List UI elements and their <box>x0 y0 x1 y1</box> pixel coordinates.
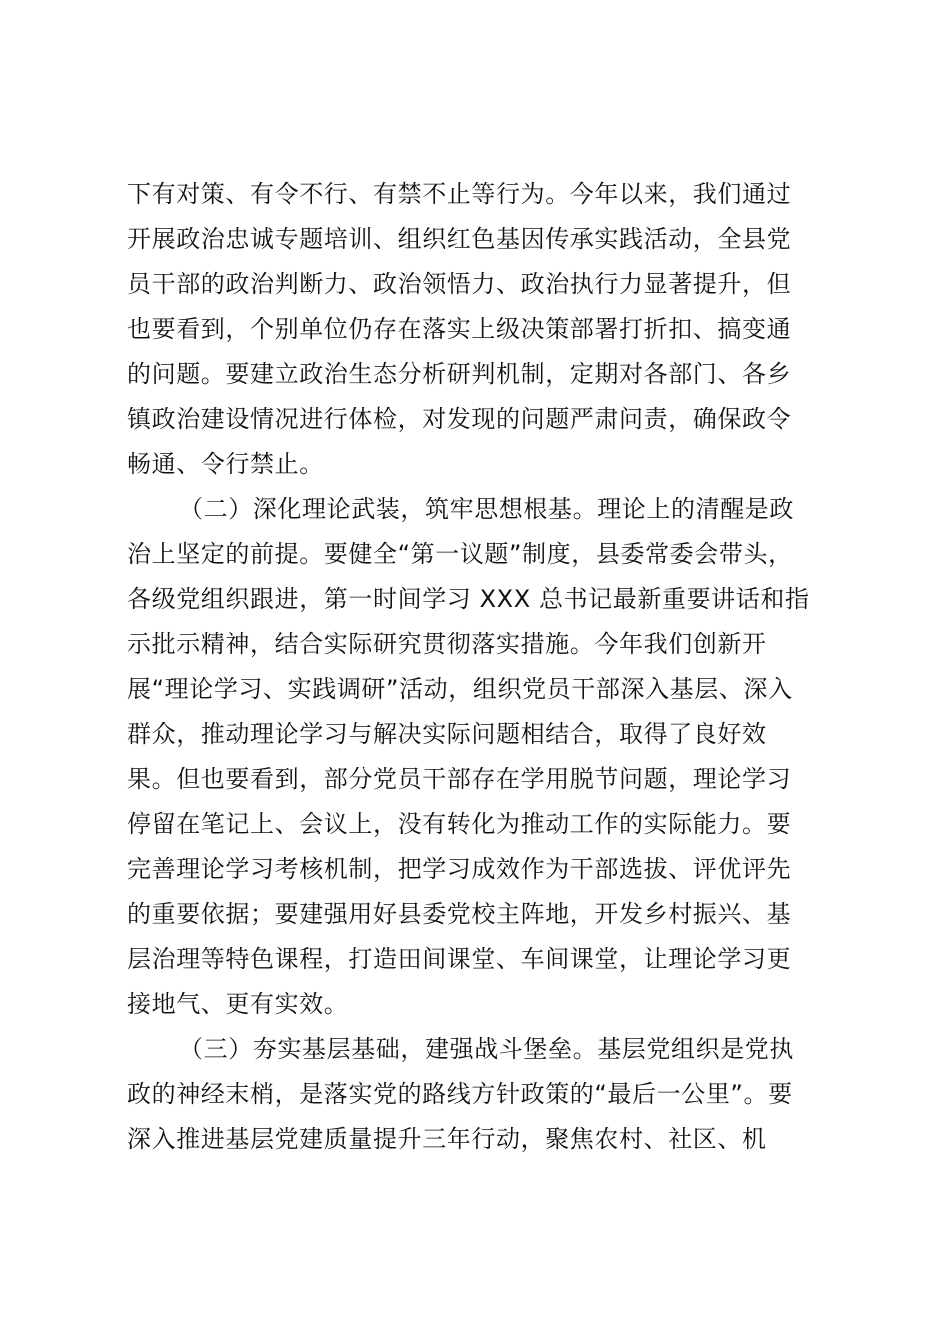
text-line: 接地气、更有实效。 <box>127 990 349 1018</box>
text-line: 果。但也要看到，部分党员干部存在学用脱节问题，理论学习 <box>127 765 792 793</box>
text-line: 示批示精神，结合实际研究贯彻落实措施。今年我们创新开 <box>127 630 767 658</box>
text-line: 的问题。要建立政治生态分析研判机制，定期对各部门、各乡 <box>127 360 792 388</box>
text-line: 员干部的政治判断力、政治领悟力、政治执行力显著提升，但 <box>127 270 792 298</box>
text-line: 群众，推动理论学习与解决实际问题相结合，取得了良好效 <box>127 720 767 748</box>
text-line: 展“理论学习、实践调研”活动，组织党员干部深入基层、深入 <box>127 675 793 703</box>
text-line: 开展政治忠诚专题培训、组织红色基因传承实践活动，全县党 <box>127 225 792 253</box>
text-line: 畅通、令行禁止。 <box>127 450 324 478</box>
text-line: 也要看到，个别单位仍存在落实上级决策部署打折扣、搞变通 <box>127 315 792 343</box>
text-line: 完善理论学习考核机制，把学习成效作为干部选拔、评优评先 <box>127 855 792 883</box>
text-line: 政的神经末梢，是落实党的路线方针政策的“最后一公里”。要 <box>127 1080 793 1108</box>
text-line: 下有对策、有令不行、有禁不止等行为。今年以来，我们通过 <box>127 180 792 208</box>
section-heading-line: （三）夯实基层基础，建强战斗堡垒。基层党组织是党执 <box>179 1035 794 1063</box>
text-line: 层治理等特色课程，打造田间课堂、车间课堂，让理论学习更 <box>127 945 792 973</box>
text-line: 治上坚定的前提。要健全“第一议题”制度，县委常委会带头， <box>127 540 793 568</box>
text-line: 镇政治建设情况进行体检，对发现的问题严肃问责，确保政令 <box>127 405 792 433</box>
text-line: 各级党组织跟进，第一时间学习 XXX 总书记最新重要讲话和指 <box>127 585 810 613</box>
text-line: 深入推进基层党建质量提升三年行动，聚焦农村、社区、机 <box>127 1125 767 1153</box>
body-text <box>127 172 837 1162</box>
text-line: 停留在笔记上、会议上，没有转化为推动工作的实际能力。要 <box>127 810 792 838</box>
text-line: 的重要依据；要建强用好县委党校主阵地，开发乡村振兴、基 <box>127 900 792 928</box>
section-heading-line: （二）深化理论武装，筑牢思想根基。理论上的清醒是政 <box>179 495 794 523</box>
